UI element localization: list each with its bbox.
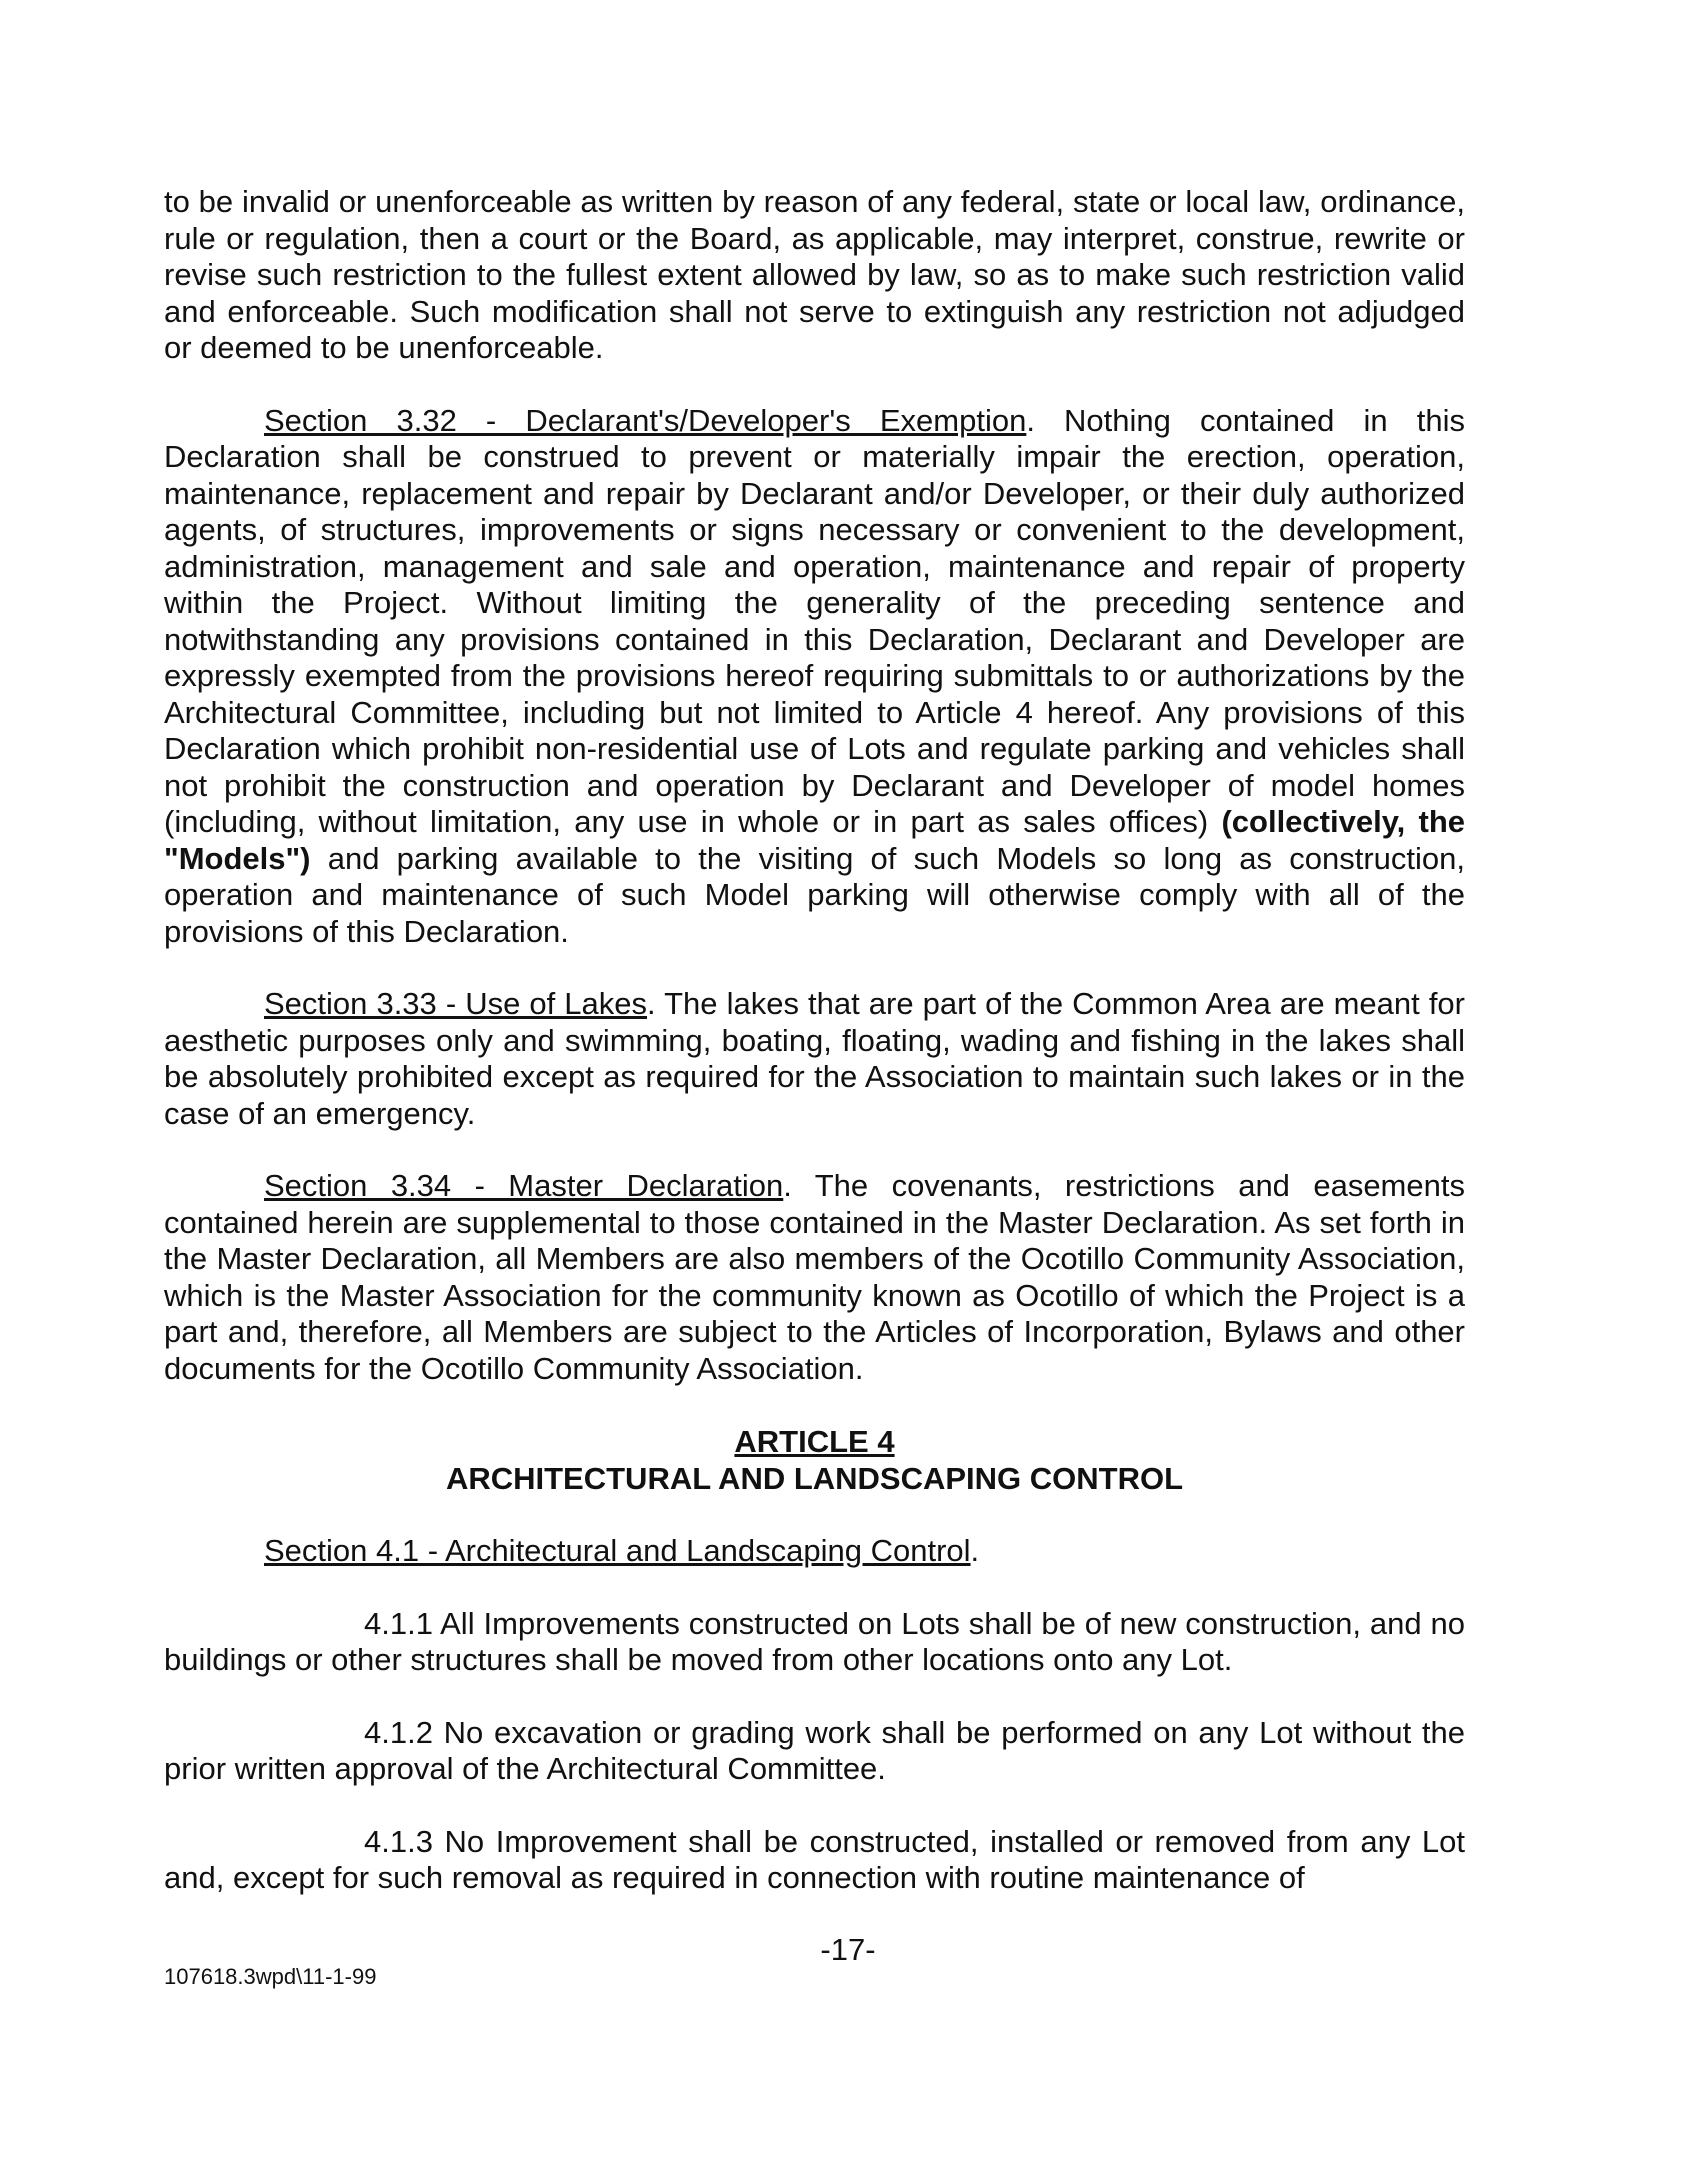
document-id-footer: 107618.3wpd\11-1-99 bbox=[164, 1964, 377, 1989]
section-3-32-bold-term: (collectively, the "Models") bbox=[164, 804, 1465, 876]
section-3-34-heading: Section 3.34 - Master Declaration bbox=[264, 1168, 784, 1203]
section-4-1-heading: Section 4.1 - Architectural and Landscaping Control bbox=[264, 1533, 971, 1568]
section-3-34 bbox=[164, 1168, 1465, 1387]
section-4-1-period: . bbox=[970, 1533, 980, 1568]
section-3-33-heading: Section 3.33 - Use of Lakes bbox=[264, 986, 648, 1021]
section-3-33-text: . The lakes that are part of the Common Area are meant for aesthetic purposes only and swimming, boating, floating, wading and fishing in the lakes shall be absolutely prohibited except as required for the Association to maintain such lakes or in the case of an emergency. bbox=[164, 986, 1465, 1131]
paragraph-continued: to be invalid or unenforceable as written by reason of any federal, state or local law, ordinance, rule or regulation, then a court or the Board, as applicable, may interpret, construe, rewrite or revise such restriction to the fullest extent allowed by law, so as to make such restriction valid and enforceable. Such modification shall not serve to extinguish any restriction not adjudged or deemed to be unenforceable. bbox=[164, 184, 1465, 365]
article-title: ARCHITECTURAL AND LANDSCAPING CONTROL bbox=[445, 1461, 1184, 1496]
section-3-32-heading: Section 3.32 - Declarant's/Developer's Exemption bbox=[264, 402, 1027, 438]
section-4-1 bbox=[164, 1533, 1465, 1570]
subsection-4-1-1: 4.1.1 All Improvements constructed on Lots shall be of new construction, and no buildings or other structures shall be moved from other locations onto any Lot. bbox=[164, 1605, 1465, 1677]
subsection-4-1-3: 4.1.3 No Improvement shall be constructed, installed or removed from any Lot and, except for such removal as required in connection with routine maintenance of bbox=[164, 1823, 1465, 1895]
article-number: ARTICLE 4 bbox=[734, 1424, 895, 1459]
subsection-4-1-2: 4.1.2 No excavation or grading work shall be performed on any Lot without the prior written approval of the Architectural Committee. bbox=[164, 1714, 1465, 1786]
page-number: -17- bbox=[820, 1932, 876, 1967]
section-3-33 bbox=[164, 986, 1465, 1132]
document-body bbox=[164, 184, 1465, 1933]
section-3-32-text-a: . Nothing contained in this Declaration shall be construed to prevent or materially impair the erection, operation, maintenance, replacement and repair by Declarant and/or Developer, or their duly authorized agents, of structures, improvements or signs necessary or convenient to the development, administration, management and sale and operation, maintenance and repair of property within the Project. Without limiting the generality of the preceding sentence and notwithstanding any provisions contained in this Declaration, Declarant and Developer are expressly exempted from the provisions hereof requiring submittals to or authorizations by the Architectural Committee, including but not limited to Article 4 hereof. Any provisions of this Declaration which prohibit non-residential use of Lots and regulate parking and vehicles shall not prohibit the construction and operation by Declarant and Developer of model homes (including, without limitation, any use in whole or in part as sales offices) bbox=[164, 402, 1465, 839]
section-3-34-text: . The covenants, restrictions and easements contained herein are supplemental to those contained in the Master Declaration. As set forth in the Master Declaration, all Members are also members of the Ocotillo Community Association, which is the Master Association for the community known as Ocotillo of which the Project is a part and, therefore, all Members are subject to the Articles of Incorporation, Bylaws and other documents for the Ocotillo Community Association. bbox=[164, 1168, 1465, 1386]
section-3-32-text-b: and parking available to the visiting of such Models so long as construction, operation and maintenance of such Model parking will otherwise comply with all of the provisions of this Declaration. bbox=[164, 840, 1465, 949]
article-heading bbox=[164, 1423, 1465, 1497]
section-3-32 bbox=[164, 403, 1465, 951]
